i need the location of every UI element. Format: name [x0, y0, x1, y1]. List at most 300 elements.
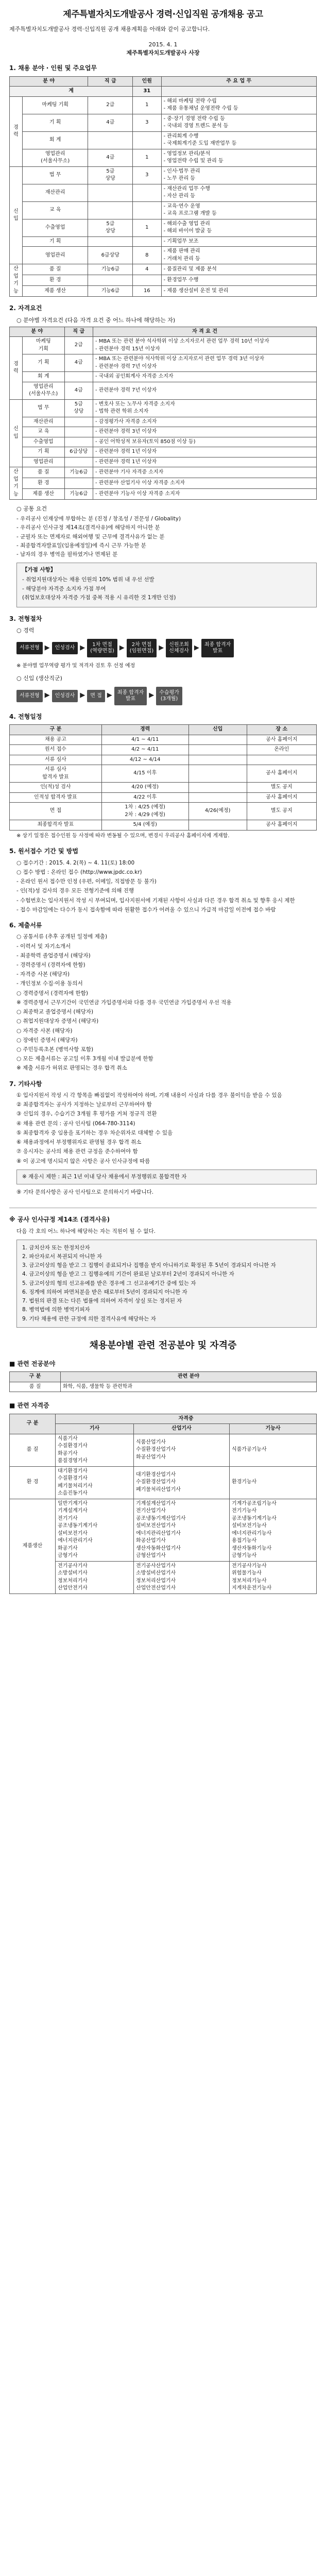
- col-field: 분 야: [10, 76, 88, 87]
- total-row: [10, 87, 317, 97]
- newcomer-process-label: ○ 신입 (생산직군): [16, 674, 62, 682]
- process-step: 최종 합격자 발표: [114, 687, 147, 705]
- schedule-career: 4/22 이후: [101, 792, 188, 803]
- common-item: - 우리공사 인사규정 제14조(결격사유)에 해당하지 아니한 분: [16, 524, 160, 531]
- arrow-right-icon: ▶: [107, 691, 112, 700]
- qual-field: 영업관리: [23, 457, 65, 467]
- schedule-row: [10, 783, 317, 793]
- schedule-note: ※ 상기 일정은 접수인원 등 사정에 따라 변동될 수 있으며, 변경시 우리공사 홈페이지에 게재함.: [16, 833, 230, 839]
- process-step: 서류전형: [16, 690, 43, 702]
- field-grade: [88, 131, 133, 149]
- field-duty: - 영업정보 관리/분석 - 영업전략 수립 및 관리 등: [161, 149, 316, 166]
- section-4-title: 4. 전형일정: [9, 713, 42, 720]
- cert-industrial: 기계설계산업기사 전기산업기사 공조냉동기계산업기사 설비보전산업기사 에너지관리산업기사 화공산업기사 생산자동화산업기사 금형산업기사: [133, 1499, 229, 1561]
- schedule-career: 5/4 (예정): [101, 820, 188, 831]
- field-row: [10, 275, 317, 286]
- schedule-label: 채용 공고: [10, 735, 102, 745]
- document-item: ○ 자격증 사본 (해당자): [16, 1027, 73, 1034]
- qual-req: - MBA 또는 관련 분야 석사학위 이상 소지자로서 관련 업무 경력 10년 이상자 - 관련분야 경력 15년 이상자: [93, 337, 317, 354]
- schedule-newcomer: [188, 783, 247, 793]
- misc-item: ⑤ 최종합격자 중 임용을 포기하는 경우 차순위자로 대체할 수 있음: [16, 1129, 173, 1136]
- schedule-place: 온라인: [247, 745, 316, 755]
- field-name: 영업관리 (서울사무소): [23, 149, 88, 166]
- application-item: - 인(적)성 검사의 경우 모든 전형기준에 의해 진행: [16, 888, 134, 894]
- section-1-title: 1. 채용 분야 · 인원 및 주요업무: [9, 64, 97, 72]
- career-process-note: ※ 분야별 업무역량 평가 및 적격자 검토 후 선정 예정: [16, 663, 135, 669]
- cert-engineer: 대기환경기사 수질환경기사 폐기물처리기사 소음진동기사: [56, 1466, 134, 1499]
- career-process-flow: [16, 639, 317, 657]
- field-grade: 5급 상당: [88, 166, 133, 184]
- field-duty: - 제품 생산설비 운전 및 관리: [161, 286, 316, 297]
- arrow-right-icon: ▶: [149, 691, 155, 700]
- field-row: [10, 96, 317, 114]
- field-name: 환 경: [23, 275, 88, 286]
- field-count: 4: [133, 264, 161, 275]
- section-2-title: 2. 자격요건: [9, 304, 42, 312]
- common-list: [16, 515, 317, 558]
- schedule-newcomer: [188, 820, 247, 831]
- schedule-label: 최종합격자 발표: [10, 820, 102, 831]
- major-title: ■ 관련 전공분야: [9, 1360, 56, 1367]
- field-name: 기 획: [23, 114, 88, 131]
- qual-req: - 공인 어학성적 보유자(토익 850점 이상 등): [93, 437, 317, 447]
- qual-field: 기 획: [23, 447, 65, 457]
- qual-field: 재산관리: [23, 417, 65, 427]
- section-7-title: 7. 기타사항: [9, 1080, 42, 1088]
- disqualification-item: 3. 금고이상의 형을 받고 그 집행이 종료되거나 집행을 받지 아니하기로 확정된 후 5년이 경과되지 아니한 자: [22, 1262, 276, 1269]
- misc-items: [9, 1092, 317, 1165]
- schedule-label: 서류 심사: [10, 755, 102, 765]
- field-grade: 5급 상당: [88, 219, 133, 236]
- qual-row: [10, 447, 317, 457]
- schedule-place: 공사 홈페이지: [247, 735, 316, 745]
- col-count: 인원: [133, 76, 161, 87]
- process-step: 최종 합격자 발표: [201, 639, 234, 657]
- sch-col-place: 장 소: [247, 725, 316, 735]
- process-step: 면 접: [87, 690, 105, 702]
- schedule-label: 면 접: [10, 803, 102, 820]
- major-table: [9, 1371, 317, 1392]
- qual-field: 환 경: [23, 478, 65, 489]
- common-title: ○ 공통 요건: [16, 505, 47, 513]
- qual-req: - 관련분야 경력 1년 이상자: [93, 457, 317, 467]
- bonus-box: [16, 563, 317, 607]
- cert-engineer: 식품기사 수질환경기사 화공기사 품질경영기사: [56, 1434, 134, 1466]
- misc-item: ⑥ 채용과정에서 부정행위자로 판명될 경우 합격 취소: [16, 1139, 142, 1146]
- schedule-place: [247, 755, 316, 765]
- total-label: 계: [10, 87, 133, 97]
- field-row: [10, 247, 317, 264]
- cert-kind: 품 질: [10, 1434, 56, 1466]
- field-count: [133, 184, 161, 201]
- field-name: 마케팅 기획: [23, 96, 88, 114]
- common-item: - 최종합격자발표일(임용예정일)에 즉시 근무 가능한 분: [16, 542, 146, 549]
- field-row: [10, 184, 317, 201]
- cert-craftsman: 식품가공기능사: [229, 1434, 316, 1466]
- schedule-career: 4/12 ~ 4/14: [101, 755, 188, 765]
- qual-field: 교 육: [23, 427, 65, 437]
- document-item: - 이력서 및 자기소개서: [16, 943, 71, 950]
- field-name: 법 무: [23, 166, 88, 184]
- qual-grade: 2급: [64, 337, 93, 354]
- recruit-field-table: [9, 76, 317, 297]
- field-row: [10, 201, 317, 219]
- disqualification-item: 4. 금고이상의 형을 받고 그 집행유예의 기간이 완료된 날로부터 2년이 경과되지 아니한 자: [22, 1271, 234, 1278]
- cert-industrial: 대기환경산업기사 수질환경산업기사 폐기물처리산업기사: [133, 1466, 229, 1499]
- qual-field: 마케팅 기획: [23, 337, 65, 354]
- qualification-body: [10, 337, 317, 500]
- field-duty: - 환경업무 수행: [161, 275, 316, 286]
- document-item: ○ 경력증명서 (경력자에 한함): [16, 990, 88, 996]
- qual-row: [10, 427, 317, 437]
- arrow-right-icon: ▶: [119, 643, 125, 652]
- field-name: 품 질: [23, 264, 88, 275]
- application-item: - 수험번호는 입사지원서 작성 시 부여되며, 입사지원서에 기재된 사항이 사실과 다른 경우 합격 취소 및 향후 응시 제한: [16, 897, 295, 904]
- application-item: - 접수 마감일에는 다수가 동시 접속함에 따라 원활한 접수가 어려울 수 있으니 가급적 마감일 이전에 접수 바람: [16, 906, 276, 913]
- field-grade: 2급: [88, 96, 133, 114]
- schedule-career: 4/15 이후: [101, 765, 188, 783]
- field-count: 16: [133, 286, 161, 297]
- field-name: 재산관리: [23, 184, 88, 201]
- schedule-career: 4/20 (예정): [101, 783, 188, 793]
- document-issuer: 제주특별자치도개발공사 사장: [126, 49, 200, 56]
- qual-grade: [64, 417, 93, 427]
- section-2-sub: ○ 분야별 자격요건 (다음 자격 요건 중 어느 하나에 해당하는 자): [16, 316, 176, 324]
- qual-grade: 4급: [64, 354, 93, 372]
- schedule-label: 원서 접수: [10, 745, 102, 755]
- schedule-newcomer: 4/26(예정): [188, 803, 247, 820]
- document-item: ※ 제출 서류가 허위로 판명되는 경우 합격 취소: [16, 1065, 127, 1072]
- cert-industrial: 전기공사산업기사 소방설비산업기사 정보처리산업기사 산업안전산업기사: [133, 1561, 229, 1594]
- majors-title: 채용분야별 관련 전공분야 및 자격증: [89, 1340, 237, 1351]
- qual-field: 품 질: [23, 467, 65, 478]
- arrow-right-icon: ▶: [44, 691, 50, 700]
- misc-item: ⑦ 응시자는 공사의 채용 관련 규정을 준수하여야 함: [16, 1148, 138, 1155]
- bonus-item: - 해당분야 자격증 소지자 가점 부여: [22, 585, 106, 592]
- closing-line: ⑨ 기타 문의사항은 공사 인사팀으로 문의하시기 바랍니다.: [16, 1189, 154, 1195]
- qual-grade: [64, 372, 93, 382]
- field-count: 3: [133, 114, 161, 131]
- qual-req: - 관련분야 경력 7년 이상자: [93, 382, 317, 399]
- document-item: - 자격증 사본 (해당자): [16, 971, 70, 978]
- qual-grade: 5급 상당: [64, 399, 93, 417]
- qual-req: - 관련분야 경력 3년 이상자: [93, 427, 317, 437]
- field-duty: - 해외수출 영업 관리 - 해외 바이어 발굴 등: [161, 219, 316, 236]
- schedule-place: 별도 공지: [247, 783, 316, 793]
- cert-col-craftsman: 기능사: [229, 1424, 316, 1434]
- bonus-item: - 취업지원대상자는 채용 인원의 10% 범위 내 우선 선발: [22, 577, 155, 583]
- field-count: 3: [133, 166, 161, 184]
- schedule-career: 1차 : 4/25 (예정) 2차 : 4/29 (예정): [101, 803, 188, 820]
- field-duty: - 관리회계 수행 - 국제회계기준 도입 재반업무 등: [161, 131, 316, 149]
- cert-engineer: 일반기계기사 기계설계기사 전기기사 공조냉동기계기사 설비보전기사 에너지관리기사 화공기사 금형기사: [56, 1499, 134, 1561]
- cert-craftsman: 기계가공조립기능사 전기기능사 공조냉동기계기능사 설비보전기능사 에너지관리기능사 용접기능사 생산자동화기능사 금형기능사: [229, 1499, 316, 1561]
- field-row: [10, 131, 317, 149]
- field-row: [10, 219, 317, 236]
- qual-grade: [64, 457, 93, 467]
- field-name: 제품 생산: [23, 286, 88, 297]
- field-row: [10, 166, 317, 184]
- qual-grade: 4급: [64, 382, 93, 399]
- qual-grade: [64, 427, 93, 437]
- field-duty: - 재산관리 업무 수행 - 자산 관리 등: [161, 184, 316, 201]
- field-count: [133, 131, 161, 149]
- col-duty: 주 요 업 무: [161, 76, 316, 87]
- q-col-req: 자 격 요 건: [93, 327, 317, 337]
- qual-grade: 기능6급: [64, 489, 93, 500]
- major-row: [10, 1382, 317, 1392]
- field-grade: [88, 236, 133, 247]
- arrow-right-icon: ▶: [80, 643, 85, 652]
- qual-req: - 관련분야 기사 자격증 소지자: [93, 467, 317, 478]
- field-row: [10, 264, 317, 275]
- document-item: ○ 취업지원대상자 증명서 (해당자): [16, 1018, 99, 1025]
- cert-row: [10, 1561, 317, 1594]
- field-row: [10, 149, 317, 166]
- application-item: ○ 접수기간 : 2015. 4. 2(목) ~ 4. 11(토) 18:00: [16, 859, 135, 866]
- disqualification-item: 7. 법원의 판결 또는 다른 법률에 의하여 자격이 상실 또는 정지된 자: [22, 1298, 182, 1304]
- total-value: 31: [133, 87, 161, 97]
- cert-row: [10, 1434, 317, 1466]
- field-name: 영업관리: [23, 247, 88, 264]
- field-name: 회 계: [23, 131, 88, 149]
- qual-field: 수출영업: [23, 437, 65, 447]
- field-name: 교 육: [23, 201, 88, 219]
- document-item: - 개인정보 수집·이용 동의서: [16, 980, 83, 987]
- field-count: [133, 201, 161, 219]
- cert-row: [10, 1499, 317, 1561]
- field-grade: 기능6급: [88, 286, 133, 297]
- sch-col-career: 경력: [101, 725, 188, 735]
- field-count: 1: [133, 96, 161, 114]
- field-group: 신입: [10, 166, 23, 264]
- qual-req: - 관련분야 기능사 이상 자격증 소지자: [93, 489, 317, 500]
- schedule-body: [10, 735, 317, 830]
- document-item: ○ 최종학교 졸업증명서 (해당자): [16, 1009, 94, 1015]
- schedule-label: 인적성 합격자 발표: [10, 792, 102, 803]
- q-col-grade: 직 급: [64, 327, 93, 337]
- document-item: - 경력증명서 (경력자에 한함): [16, 961, 85, 968]
- major-col-kind: 구 분: [10, 1372, 61, 1382]
- cert-engineer: 전기공사기사 소방설비기사 정보처리기사 산업안전기사: [56, 1561, 134, 1594]
- schedule-career: 4/1 ~ 4/11: [101, 735, 188, 745]
- process-step: 인성검사: [52, 690, 78, 702]
- cert-kind: 환 경: [10, 1466, 56, 1499]
- field-row: [10, 114, 317, 131]
- field-duty: - 교육·연수 운영 - 교육 프로그램 개발 등: [161, 201, 316, 219]
- field-row: [10, 236, 317, 247]
- qual-row: [10, 417, 317, 427]
- cert-table: [9, 1414, 317, 1594]
- field-grade: 기능6급: [88, 264, 133, 275]
- documents-items: [9, 933, 317, 1072]
- field-grade: 4급: [88, 149, 133, 166]
- misc-item: ④ 채용 관련 문의 : 공사 인사팀 (064-780-3114): [16, 1120, 135, 1127]
- disqualification-box: [16, 1240, 317, 1328]
- field-count: [133, 236, 161, 247]
- section-5-title: 5. 원서접수 기간 및 방법: [9, 848, 78, 855]
- process-step: 1차 면접 (역량면접): [87, 639, 117, 657]
- major-kind: 품 질: [10, 1382, 61, 1392]
- field-name: 기 획: [23, 236, 88, 247]
- cert-col-group: 자격증: [56, 1414, 317, 1424]
- schedule-newcomer: [188, 755, 247, 765]
- document-item: ※ 경력증명서 근무기간이 국민연금 가입증명서와 다를 경우 국민연금 가입증명서 우선 적용: [16, 999, 232, 1006]
- document-intro: 제주특별자치도개발공사 경력·신입직원 공개 채용계획을 아래와 같이 공고합니다.: [9, 25, 210, 32]
- common-item: - 남자의 경우 병역을 필하였거나 면제된 분: [16, 551, 118, 557]
- schedule-place: 공사 홈페이지: [247, 792, 316, 803]
- schedule-place: 별도 공지: [247, 803, 316, 820]
- field-group: 산업기능: [10, 264, 23, 297]
- section-3-title: 3. 전형절차: [9, 615, 42, 623]
- section-8-title: ※ 공사 인사규정 제14조 (결격사유): [9, 1216, 110, 1224]
- document-item: - 최종학력 졸업증명서 (해당자): [16, 952, 91, 959]
- schedule-row: [10, 745, 317, 755]
- field-duty: - 해외 마케팅 전략 수립 - 제품 유통채널 운영전략 수립 등: [161, 96, 316, 114]
- qual-req: - MBA 또는 관련분야 석사학위 이상 소지자로서 관련 업무 경력 3년 이상자 - 관련분야 경력 7년 이상자: [93, 354, 317, 372]
- qual-grade: [64, 437, 93, 447]
- cert-craftsman: 전기공사기능사 위험물기능사 정보처리기능사 지게차운전기능사: [229, 1561, 316, 1594]
- field-count: [133, 275, 161, 286]
- document-item: ○ 모든 제출서류는 공고일 이후 3개월 이내 발급분에 한함: [16, 1056, 153, 1062]
- qual-row: [10, 354, 317, 372]
- qual-row: [10, 457, 317, 467]
- arrow-right-icon: ▶: [44, 643, 50, 652]
- field-count: 1: [133, 219, 161, 236]
- process-step: 신원조회 신체검사: [166, 639, 192, 657]
- schedule-place: 공사 홈페이지: [247, 765, 316, 783]
- field-grade: [88, 275, 133, 286]
- application-item: - 온라인 원서 접수만 인정 (우편, 이메일, 직접방문 등 불가): [16, 878, 157, 885]
- schedule-row: [10, 755, 317, 765]
- process-step: 2차 면접 (임원면접): [127, 639, 157, 657]
- schedule-row: [10, 820, 317, 831]
- schedule-row: [10, 803, 317, 820]
- field-duty: - 기획업무 보조: [161, 236, 316, 247]
- qual-req: - 국내외 공인회계사 자격증 소지자: [93, 372, 317, 382]
- document-item: ○ 장애인 증명서 (해당자): [16, 1037, 78, 1043]
- qual-field: 법 무: [23, 399, 65, 417]
- field-count: 8: [133, 247, 161, 264]
- major-field: 화학, 식품, 생물학 등 관련학과: [61, 1382, 317, 1392]
- qual-group: 신입: [10, 399, 23, 467]
- q-col-field: 분 야: [10, 327, 65, 337]
- schedule-row: [10, 765, 317, 783]
- document-title: 제주특별자치도개발공사 경력·신입직원 공개채용 공고: [63, 9, 263, 20]
- major-body: [10, 1382, 317, 1392]
- qual-row: [10, 337, 317, 354]
- schedule-row: [10, 735, 317, 745]
- disqualification-item: 8. 병역법에 의한 병역기피자: [22, 1307, 90, 1313]
- bonus-list: [22, 576, 311, 602]
- cert-title: ■ 관련 자격증: [9, 1402, 49, 1410]
- arrow-right-icon: ▶: [80, 691, 85, 700]
- sch-col-kind: 구 분: [10, 725, 102, 735]
- field-group: 경력: [10, 96, 23, 166]
- recruit-field-body: [10, 87, 317, 297]
- misc-item: ⑧ 이 공고에 명시되지 않은 사항은 공사 인사규정에 따름: [16, 1158, 150, 1164]
- qual-group: 경력: [10, 337, 23, 400]
- disqualification-item: 1. 금치산자 또는 한정치산자: [22, 1244, 90, 1251]
- process-step: 인성검사: [52, 642, 78, 654]
- misc-item: ② 최종합격자는 공사가 지정하는 날로부터 근무하여야 함: [16, 1101, 152, 1108]
- cert-kind: 제품생산: [10, 1499, 56, 1594]
- field-duty: - 제품 판매 관리 - 거래처 관리 등: [161, 247, 316, 264]
- qual-field: 기 획: [23, 354, 65, 372]
- schedule-row: [10, 792, 317, 803]
- bonus-item: (취업보호대상자 자격증 가점 중복 적용 시 유리한 것 1개만 인정): [22, 594, 176, 601]
- schedule-table: [9, 724, 317, 831]
- qual-group: 산업기능: [10, 467, 23, 500]
- sch-col-new: 신입: [188, 725, 247, 735]
- qual-grade: 기능6급: [64, 467, 93, 478]
- misc-item: ③ 신입의 경우, 수습기간 3개월 후 평가를 거쳐 정규직 전환: [16, 1111, 157, 1117]
- process-step: 서류전형: [16, 642, 43, 654]
- cert-body: [10, 1434, 317, 1594]
- qual-field: 회 계: [23, 372, 65, 382]
- document-date: 2015. 4. 1: [148, 41, 178, 48]
- qual-req: - 관련분야 경력 1년 이상자: [93, 447, 317, 457]
- misc-item: ① 입사지원서 작성 시 각 항목을 빠짐없이 작성하여야 하며, 기재 내용이 사실과 다를 경우 불이익을 받을 수 있음: [16, 1092, 282, 1098]
- qual-field: 제품 생산: [23, 489, 65, 500]
- qual-row: [10, 399, 317, 417]
- document-item: ○ 공통서류 (추후 공개된 일정에 제출): [16, 934, 108, 940]
- arrow-right-icon: ▶: [159, 643, 164, 652]
- section-6-title: 6. 제출서류: [9, 921, 42, 929]
- qual-field: 영업관리 (서울사무소): [23, 382, 65, 399]
- section-8-intro: 다음 각 호의 어느 하나에 해당하는 자는 직원이 될 수 없다.: [16, 1228, 156, 1234]
- application-item: ○ 접수 방법 : 온라인 접수 (http://www.jpdc.co.kr): [16, 869, 142, 875]
- career-process-label: ○ 경력: [16, 627, 35, 634]
- cert-industrial: 식품산업기사 수질환경산업기사 화공산업기사: [133, 1434, 229, 1466]
- qual-row: [10, 467, 317, 478]
- field-grade: [88, 201, 133, 219]
- cert-col-industrial: 산업기사: [133, 1424, 229, 1434]
- document-item: ○ 주민등록초본 (병역사항 포함): [16, 1046, 94, 1053]
- disqualification-item: 5. 금고이상의 형의 선고유예를 받은 경우에 그 선고유예기간 중에 있는 자: [22, 1280, 196, 1286]
- col-grade: 직 급: [88, 76, 133, 87]
- process-step: 수습평가 (3개월): [156, 687, 182, 705]
- schedule-newcomer: [188, 792, 247, 803]
- disqualification-item: 2. 파산자로서 복권되지 아니한 자: [22, 1253, 102, 1260]
- common-item: - 군필자 또는 면제자로 해외여행 및 근무에 결격사유가 없는 분: [16, 533, 165, 540]
- application-items: [9, 859, 317, 914]
- arrow-right-icon: ▶: [194, 643, 199, 652]
- schedule-newcomer: [188, 765, 247, 783]
- qual-row: [10, 437, 317, 447]
- schedule-newcomer: [188, 745, 247, 755]
- newcomer-process-flow: [16, 687, 317, 705]
- disqualification-item: 9. 기타 채용에 관한 규정에 의한 결격사유에 해당하는 자: [22, 1315, 156, 1322]
- field-duty: - 중·장기 경영 전략 수립 등 - 국내외 경영 트렌드 분석 등: [161, 114, 316, 131]
- reemploy-box: ※ 재응시 제한 : 최근 1년 이내 당사 채용에서 부정행위로 불합격한 자: [16, 1170, 317, 1184]
- field-duty: - 품질관리 및 제품 분석: [161, 264, 316, 275]
- qual-req: - 관련분야 산업기사 이상 자격증 소지자: [93, 478, 317, 489]
- field-grade: 6급상당: [88, 247, 133, 264]
- bonus-title: 【가점 사항】: [22, 567, 56, 573]
- field-row: [10, 286, 317, 297]
- cert-col-kind: 구 분: [10, 1414, 56, 1434]
- major-col-field: 관련 분야: [61, 1372, 317, 1382]
- field-grade: 4급: [88, 114, 133, 131]
- schedule-place: 공사 홈페이지: [247, 820, 316, 831]
- disqualification-item: 6. 징계에 의하여 파면처분을 받은 때로부터 5년이 경과되지 아니한 자: [22, 1289, 187, 1295]
- qual-req: - 변호사 또는 노무사 자격증 소지자 - 법학 관련 학위 소지자: [93, 399, 317, 417]
- qualification-table: [9, 327, 317, 500]
- field-duty: - 인사·법무 관리 - 노무 관리 등: [161, 166, 316, 184]
- common-item: - 우리공사 인재상에 부합하는 분 (진정 / 창조성 / 전문성 / Globality): [16, 516, 181, 522]
- qual-row: [10, 372, 317, 382]
